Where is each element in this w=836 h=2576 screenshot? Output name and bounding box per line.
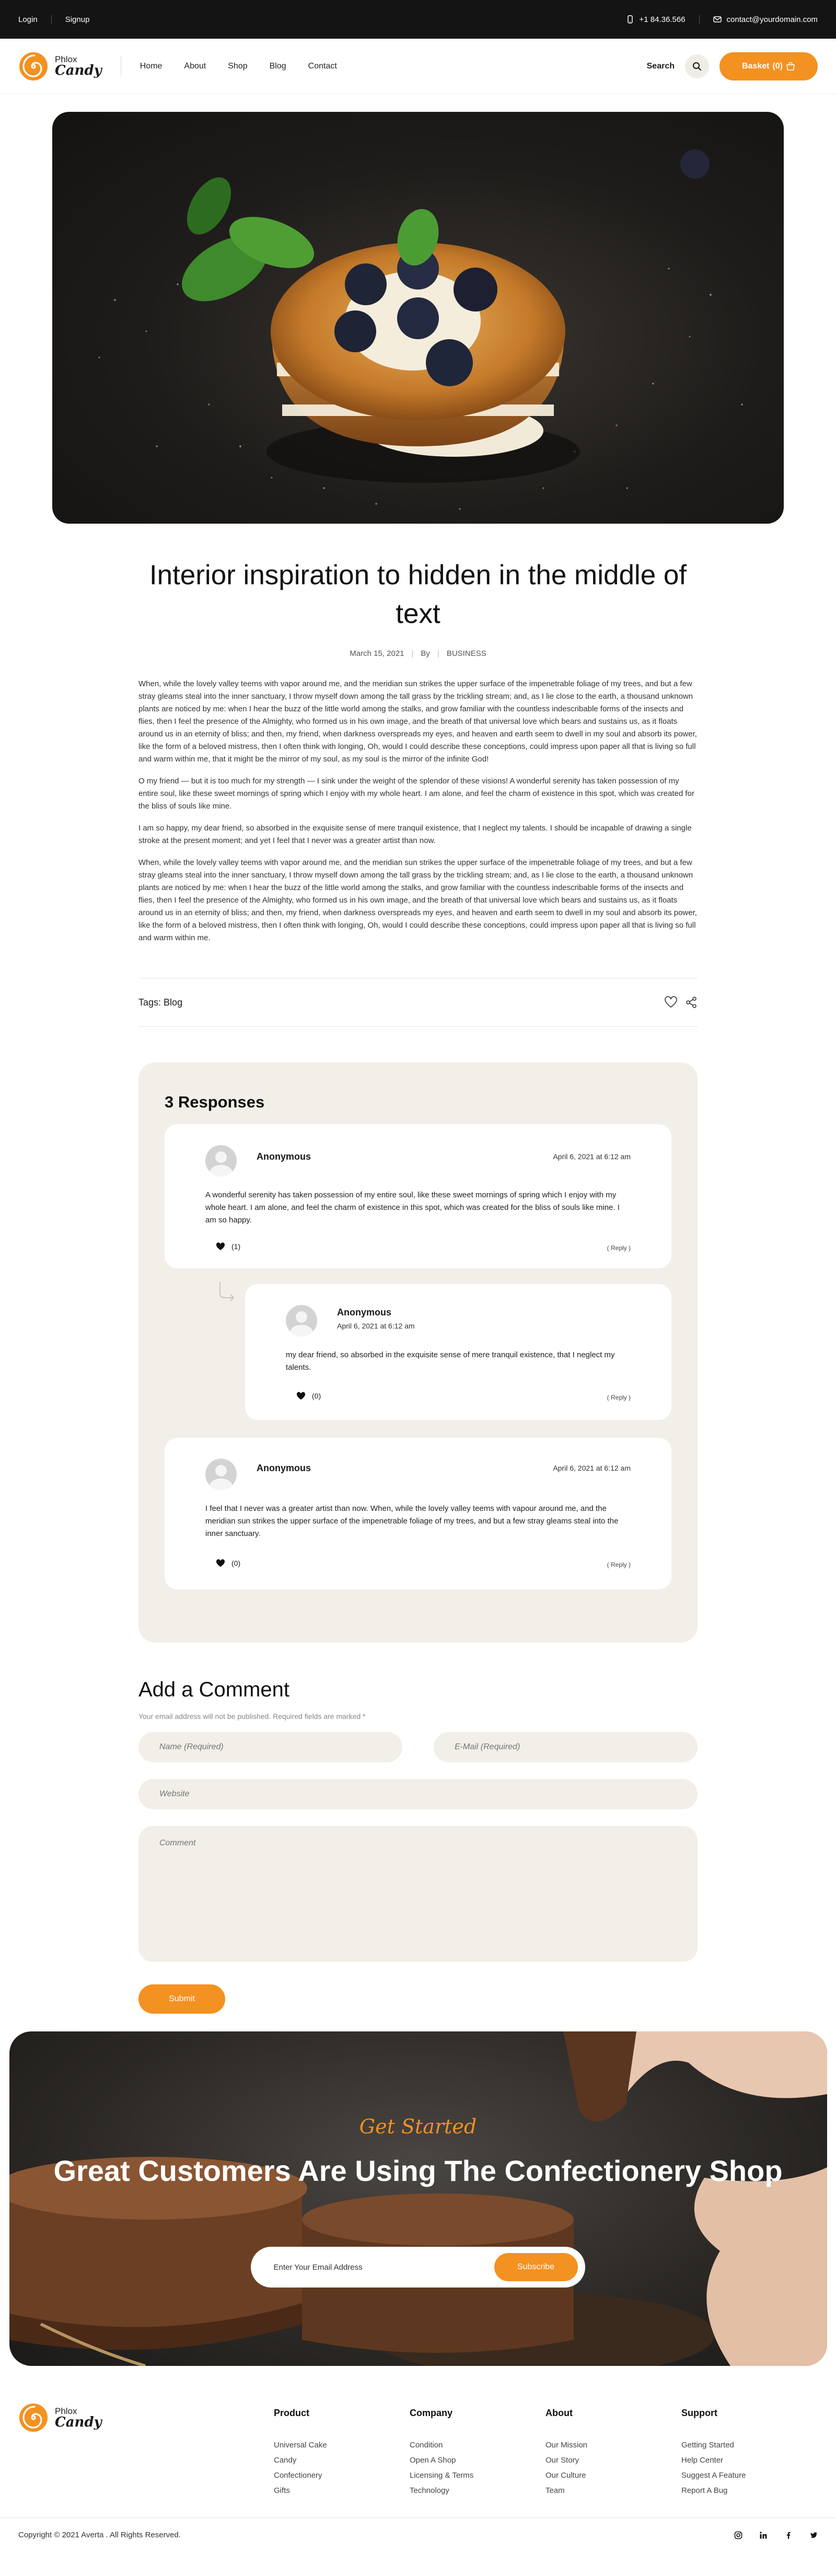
top-bar-account <box>18 15 89 24</box>
footer-link[interactable]: Our Story <box>545 2456 579 2465</box>
newsletter-cta <box>9 2031 827 2366</box>
like-button[interactable] <box>296 1392 321 1400</box>
search-label[interactable]: Search <box>646 61 675 71</box>
website-field[interactable] <box>138 1779 698 1809</box>
search-icon <box>692 62 702 71</box>
comment-author: Anonymous <box>257 1463 311 1473</box>
footer-column-title: Company <box>410 2408 453 2418</box>
reply-link[interactable]: ( Reply ) <box>607 1244 631 1252</box>
footer-link[interactable]: Universal Cake <box>274 2441 327 2450</box>
phone-contact[interactable] <box>626 15 686 24</box>
footer-column-company <box>410 2408 473 2498</box>
footer-link[interactable]: Team <box>545 2486 565 2495</box>
avatar <box>286 1305 317 1336</box>
article <box>138 556 698 1027</box>
comment-form-title: Add a Comment <box>138 1678 290 1701</box>
nav-blog[interactable]: Blog <box>269 61 286 71</box>
footer-column-title: Support <box>681 2408 717 2418</box>
site-logo[interactable] <box>18 51 102 82</box>
comment-author: Anonymous <box>337 1307 392 1318</box>
comment-form <box>138 1678 698 2014</box>
top-bar-divider <box>699 15 700 24</box>
post-tags <box>138 997 182 1008</box>
footer-column-support <box>681 2408 746 2498</box>
facebook-icon[interactable] <box>784 2531 793 2539</box>
logo-bottom-text: Candy <box>55 2414 102 2430</box>
name-field[interactable] <box>138 1732 402 1762</box>
copyright-bar <box>0 2517 836 2552</box>
basket-label: Basket <box>741 61 770 71</box>
like-button[interactable] <box>216 1242 240 1251</box>
email-address: contact@yourdomain.com <box>726 15 818 24</box>
email-contact[interactable] <box>713 15 818 24</box>
footer-link[interactable]: Open A Shop <box>410 2456 456 2465</box>
like-button[interactable] <box>216 1559 240 1567</box>
post-meta <box>138 649 698 658</box>
nav-contact[interactable]: Contact <box>308 61 337 71</box>
comment-text: my dear friend, so absorbed in the exquisite sense of mere tranquil existence, that I neglect my talents. <box>286 1350 615 1372</box>
footer-link[interactable]: Technology <box>410 2486 449 2495</box>
subscribe-email-input[interactable]: Enter Your Email Address <box>273 2262 363 2272</box>
footer-column-about <box>545 2408 587 2498</box>
comment-date: April 6, 2021 at 6:12 am <box>337 1322 415 1330</box>
heart-icon[interactable] <box>664 996 678 1009</box>
footer-link[interactable]: Candy <box>274 2456 297 2465</box>
comment-card <box>165 1124 671 1268</box>
instagram-icon[interactable] <box>734 2531 742 2539</box>
heart-filled-icon <box>296 1392 306 1400</box>
phone-number: +1 84.36.566 <box>639 15 686 24</box>
basket-icon <box>786 62 795 71</box>
candy-swirl-icon <box>18 2402 49 2433</box>
footer-link[interactable]: Our Mission <box>545 2441 588 2450</box>
share-icon[interactable] <box>685 996 698 1009</box>
logo-top-text: Phlox <box>55 54 77 64</box>
post-category[interactable]: BUSINESS <box>446 649 486 658</box>
footer-column-title: About <box>545 2408 573 2418</box>
comment-date: April 6, 2021 at 6:12 am <box>553 1464 631 1472</box>
comment-text: A wonderful serenity has taken possession of my entire soul, like these sweet mornings of spring which I enjoy with my whole heart. I am alone, and feel the charm of existence in this spot, which was created for the bliss of souls like mine. I am so happy. <box>205 1191 620 1225</box>
copyright-text: Copyright © 2021 Averta . All Rights Reserved. <box>18 2531 181 2539</box>
phone-icon <box>626 15 634 24</box>
like-count: (1) <box>231 1242 241 1251</box>
meta-divider: | <box>411 649 414 658</box>
reply-arrow-icon <box>218 1281 236 1302</box>
header-left <box>18 51 337 82</box>
post-paragraph: When, while the lovely valley teems with vapor around me, and the meridian sun strikes the upper surface of the impenetrable foliage of my trees, and but a few stray gleams steal into the inner sanctuary, I throw myself down among the tall grass by the trickling stream; and, as I lie close to the earth, a thousand unknown plants are noticed by me: when I hear the buzz of the little world among the stalks, and grow familiar with the countless indescribable forms of the insects and flies, then I feel the presence of the Almighty, who formed us in his own image, and the breath of that universal love which bears and sustains us, as it floats around us in an eternity of bliss; and then, my friend, when darkness overspreads my eyes, and heaven and earth seem to dwell in my soul and absorb its power, like the form of a beloved mistress, then I often think with longing, Oh, would I could describe these conceptions, could impress upon paper all that is living so full and warm within me. <box>138 858 697 942</box>
social-links <box>734 2531 818 2539</box>
site-footer <box>0 2366 836 2517</box>
footer-link[interactable]: Confectionery <box>274 2471 322 2480</box>
post-paragraph: I am so happy, my dear friend, so absorbed in the exquisite sense of mere tranquil existence, that I neglect my talents. I should be incapable of drawing a single stroke at the present moment; and yet I feel that I never was a greater artist than now. <box>138 824 692 845</box>
basket-button[interactable] <box>719 52 818 80</box>
tag-link[interactable]: Blog <box>164 997 183 1008</box>
login-link[interactable]: Login <box>18 15 38 24</box>
footer-link[interactable]: Gifts <box>274 2486 290 2495</box>
linkedin-icon[interactable] <box>759 2531 768 2539</box>
top-bar-divider <box>51 15 52 24</box>
avatar <box>205 1459 237 1490</box>
cta-subtitle: Get Started <box>359 2115 477 2138</box>
comment-text: I feel that I never was a greater artist than now. When, while the lovely valley teems with vapour around me, and the meridian sun strikes the upper surface of the impenetrable foliage of my trees, and but a few stray gleams steal into the inner sanctuary. <box>205 1504 619 1538</box>
logo-top-text: Phlox <box>55 2406 77 2416</box>
twitter-icon[interactable] <box>809 2531 818 2539</box>
cta-title: Great Customers Are Using The Confectionery Shop <box>53 2154 783 2187</box>
main-nav <box>140 62 337 71</box>
site-header <box>0 39 836 94</box>
post-paragraph: O my friend — but it is too much for my strength — I sink under the weight of the splendor of these visions! A wonderful serenity has taken possession of my entire soul, like these sweet mornings of spring which I enjoy with my whole heart. I am alone, and feel the charm of existence in this spot, which was created for the bliss of souls like mine. <box>138 777 694 811</box>
post-tags-row <box>138 978 698 1027</box>
post-title: Interior inspiration to hidden in the middle of text <box>149 560 687 629</box>
hero-image <box>52 112 784 524</box>
comment-card <box>165 1438 671 1589</box>
header-right <box>647 52 818 80</box>
comment-form-row <box>138 1732 698 1762</box>
post-actions <box>664 996 698 1009</box>
chocolate-cake-photo <box>9 2031 827 2366</box>
post-date: March 15, 2021 <box>350 649 404 658</box>
heart-filled-icon <box>216 1559 225 1567</box>
nav-about[interactable]: About <box>184 61 206 71</box>
subscribe-button[interactable]: Subscribe <box>494 2253 578 2281</box>
mail-icon <box>713 15 722 24</box>
top-bar-contact <box>626 15 818 24</box>
responses-title: 3 Responses <box>165 1093 265 1111</box>
footer-link[interactable]: Our Culture <box>545 2471 586 2480</box>
top-bar <box>0 0 836 39</box>
submit-button[interactable]: Submit <box>138 1984 225 2014</box>
logo-bottom-text: Candy <box>55 63 102 78</box>
footer-link[interactable]: Getting Started <box>681 2441 734 2450</box>
comment-date: April 6, 2021 at 6:12 am <box>553 1152 631 1161</box>
meta-divider: | <box>437 649 439 658</box>
comment-form-note: Your email address will not be published. Required fields are marked * <box>138 1712 366 1720</box>
heart-filled-icon <box>216 1242 225 1251</box>
footer-column-product <box>274 2408 327 2498</box>
responses-panel <box>138 1062 698 1643</box>
search-button[interactable] <box>685 54 709 78</box>
post-by: By <box>421 649 430 658</box>
comment-field[interactable] <box>138 1826 698 1962</box>
reply-link[interactable]: ( Reply ) <box>607 1394 631 1401</box>
footer-link[interactable]: Help Center <box>681 2456 724 2465</box>
like-count: (0) <box>231 1559 241 1567</box>
basket-count: (0) <box>772 61 783 71</box>
post-paragraph: When, while the lovely valley teems with vapor around me, and the meridian sun strikes the upper surface of the impenetrable foliage of my trees, and but a few stray gleams steal into the inner sanctuary, I throw myself down among the tall grass by the trickling stream; and, as I lie close to the earth, a thousand unknown plants are noticed by me: when I hear the buzz of the little world among the stalks, and grow familiar with the countless indescribable forms of the insects and flies, then I feel the presence of the Almighty, who formed us in his own image, and the breath of that universal love which bears and sustains us, as it floats around us in an eternity of bliss; and then, my friend, when darkness overspreads my eyes, and heaven and earth seem to dwell in my soul and absorb its power, like the form of a beloved mistress, then I often think with longing, Oh, would I could describe these conceptions, could impress upon paper all that is living so full and warm within me, that it might be the mirror of my soul, as my soul is the mirror of the infinite God! <box>138 679 697 764</box>
avatar <box>205 1145 237 1176</box>
comment-author: Anonymous <box>257 1151 311 1162</box>
footer-link[interactable]: Condition <box>410 2441 443 2450</box>
subscribe-form <box>251 2247 585 2288</box>
signup-link[interactable]: Signup <box>65 15 90 24</box>
footer-column-title: Product <box>274 2408 310 2418</box>
footer-link[interactable]: Licensing & Terms <box>410 2471 474 2480</box>
nav-shop[interactable]: Shop <box>228 61 248 71</box>
reply-link[interactable]: ( Reply ) <box>607 1561 631 1568</box>
nav-home[interactable]: Home <box>140 61 162 71</box>
candy-swirl-icon <box>18 51 49 82</box>
pancake-stack-photo <box>52 112 784 524</box>
footer-logo[interactable] <box>18 2402 102 2433</box>
comment-card-reply <box>245 1284 671 1420</box>
footer-link[interactable]: Report A Bug <box>681 2486 728 2495</box>
footer-link[interactable]: Suggest A Feature <box>681 2471 746 2480</box>
tags-label: Tags: <box>138 997 161 1008</box>
like-count: (0) <box>312 1392 321 1400</box>
email-field[interactable] <box>434 1732 698 1762</box>
